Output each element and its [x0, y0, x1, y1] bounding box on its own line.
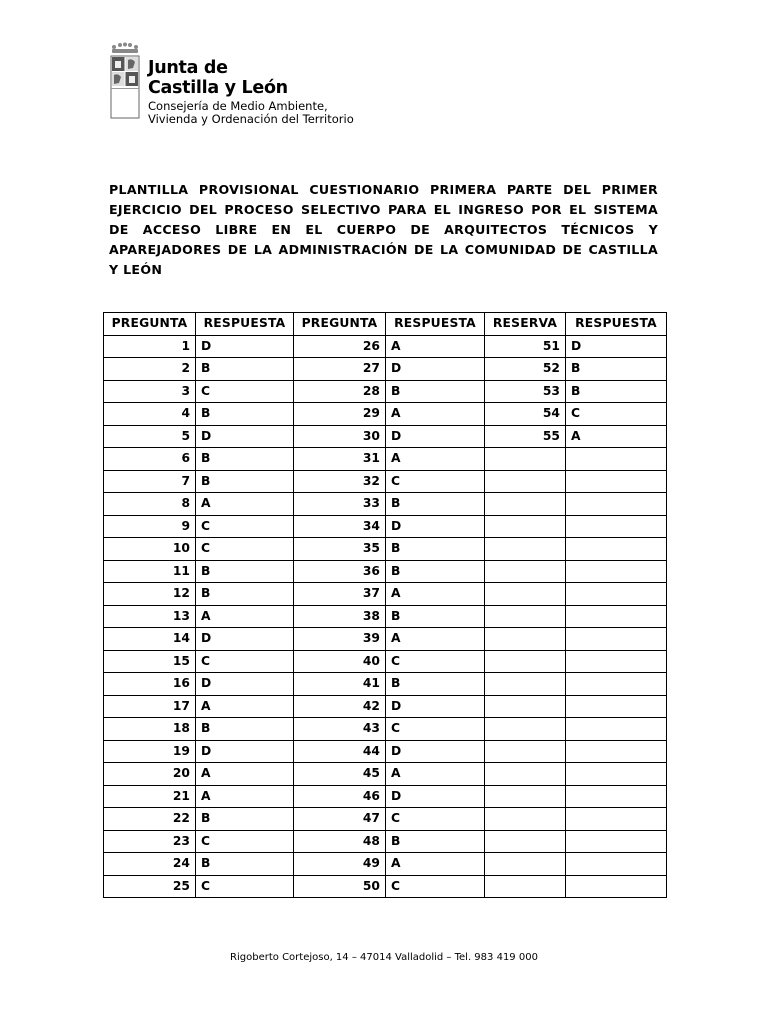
answer-cell: D [386, 515, 485, 538]
question-number-cell [485, 448, 566, 471]
question-number-cell: 18 [104, 718, 196, 741]
answer-cell: C [386, 718, 485, 741]
table-row [104, 785, 667, 808]
question-number-cell: 29 [294, 403, 386, 426]
answer-cell: B [196, 470, 294, 493]
table-row [104, 695, 667, 718]
answer-cell: A [196, 763, 294, 786]
question-number-cell: 5 [104, 425, 196, 448]
question-number-cell: 53 [485, 380, 566, 403]
table-row [104, 853, 667, 876]
answer-cell [566, 875, 667, 898]
answer-cell: C [566, 403, 667, 426]
question-number-cell [485, 875, 566, 898]
question-number-cell: 12 [104, 583, 196, 606]
answer-cell [566, 560, 667, 583]
department-line2: Vivienda y Ordenación del Territorio [148, 112, 354, 126]
answer-cell: C [196, 830, 294, 853]
answer-cell [566, 448, 667, 471]
answer-cell [566, 853, 667, 876]
answer-cell: B [386, 605, 485, 628]
question-number-cell: 16 [104, 673, 196, 696]
header-respuesta: RESPUESTA [386, 313, 485, 336]
answer-cell: C [386, 875, 485, 898]
question-number-cell: 31 [294, 448, 386, 471]
answer-cell [566, 470, 667, 493]
answer-cell: D [566, 335, 667, 358]
answer-cell: A [386, 763, 485, 786]
answer-cell [566, 785, 667, 808]
answer-cell: C [196, 538, 294, 561]
header-pregunta: PREGUNTA [104, 313, 196, 336]
answer-cell: B [566, 358, 667, 381]
answer-cell: D [196, 740, 294, 763]
answer-cell [566, 695, 667, 718]
question-number-cell: 48 [294, 830, 386, 853]
table-row [104, 628, 667, 651]
table-row [104, 470, 667, 493]
table-row [104, 403, 667, 426]
question-number-cell [485, 718, 566, 741]
header-reserva: RESERVA [485, 313, 566, 336]
answer-cell: C [196, 380, 294, 403]
answer-cell: A [196, 785, 294, 808]
question-number-cell: 13 [104, 605, 196, 628]
question-number-cell: 52 [485, 358, 566, 381]
logo-title-line2: Castilla y León [148, 78, 288, 98]
table-row [104, 605, 667, 628]
answer-cell [566, 740, 667, 763]
answer-cell: A [196, 695, 294, 718]
question-number-cell: 47 [294, 808, 386, 831]
question-number-cell [485, 808, 566, 831]
answer-cell: D [196, 673, 294, 696]
answer-cell: C [386, 650, 485, 673]
answer-cell: B [196, 358, 294, 381]
answer-cell [566, 493, 667, 516]
table-row [104, 650, 667, 673]
answer-rows [104, 335, 667, 898]
question-number-cell: 15 [104, 650, 196, 673]
question-number-cell [485, 853, 566, 876]
answer-cell [566, 605, 667, 628]
question-number-cell: 45 [294, 763, 386, 786]
question-number-cell: 26 [294, 335, 386, 358]
table-row [104, 740, 667, 763]
question-number-cell: 39 [294, 628, 386, 651]
answer-cell: D [386, 695, 485, 718]
answer-cell: A [386, 448, 485, 471]
answer-cell: D [196, 628, 294, 651]
table-row [104, 830, 667, 853]
question-number-cell: 23 [104, 830, 196, 853]
answer-cell [566, 763, 667, 786]
table-row [104, 380, 667, 403]
question-number-cell: 20 [104, 763, 196, 786]
question-number-cell: 32 [294, 470, 386, 493]
answer-cell: B [196, 560, 294, 583]
answer-cell [566, 628, 667, 651]
question-number-cell: 34 [294, 515, 386, 538]
answer-cell: B [196, 448, 294, 471]
table-row [104, 425, 667, 448]
question-number-cell: 17 [104, 695, 196, 718]
table-row [104, 448, 667, 471]
question-number-cell: 50 [294, 875, 386, 898]
answer-cell: A [386, 335, 485, 358]
answer-cell: A [386, 628, 485, 651]
question-number-cell: 27 [294, 358, 386, 381]
question-number-cell [485, 515, 566, 538]
question-number-cell: 28 [294, 380, 386, 403]
question-number-cell [485, 650, 566, 673]
question-number-cell: 46 [294, 785, 386, 808]
question-number-cell: 43 [294, 718, 386, 741]
question-number-cell [485, 493, 566, 516]
question-number-cell: 51 [485, 335, 566, 358]
logo-title-line1: Junta de [148, 58, 228, 78]
document-title: PLANTILLA PROVISIONAL CUESTIONARIO PRIMERA PARTE DEL PRIMER EJERCICIO DEL PROCESO SELECTIVO PARA EL INGRESO POR EL SISTEMA DE ACCESO LIBRE EN EL CUERPO DE ARQUITECTOS TÉCNICOS Y APAREJADORES DE LA ADMINISTRACIÓN DE LA COMUNIDAD DE CASTILLA Y LEÓN [109, 182, 658, 277]
table-row [104, 493, 667, 516]
answer-cell [566, 650, 667, 673]
question-number-cell: 36 [294, 560, 386, 583]
coat-of-arms-icon [108, 42, 142, 122]
table-row [104, 335, 667, 358]
institution-logo [108, 42, 354, 126]
table-row [104, 763, 667, 786]
question-number-cell: 19 [104, 740, 196, 763]
answer-cell: A [386, 853, 485, 876]
answer-cell: B [196, 853, 294, 876]
answer-cell: B [196, 718, 294, 741]
header-respuesta: RESPUESTA [566, 313, 667, 336]
question-number-cell [485, 673, 566, 696]
answer-cell: B [196, 583, 294, 606]
table-row [104, 808, 667, 831]
answer-cell: A [386, 583, 485, 606]
answer-cell: A [196, 605, 294, 628]
answer-cell: A [566, 425, 667, 448]
answer-cell: B [386, 380, 485, 403]
answer-cell: A [196, 493, 294, 516]
question-number-cell: 1 [104, 335, 196, 358]
question-number-cell: 25 [104, 875, 196, 898]
answer-cell: C [196, 650, 294, 673]
header-pregunta: PREGUNTA [294, 313, 386, 336]
table-header-row [104, 313, 667, 336]
question-number-cell: 38 [294, 605, 386, 628]
question-number-cell: 2 [104, 358, 196, 381]
question-number-cell [485, 740, 566, 763]
table-row [104, 718, 667, 741]
answer-cell: B [386, 830, 485, 853]
question-number-cell: 7 [104, 470, 196, 493]
table-row [104, 583, 667, 606]
answer-cell: C [196, 515, 294, 538]
question-number-cell: 21 [104, 785, 196, 808]
answer-cell [566, 830, 667, 853]
question-number-cell: 3 [104, 380, 196, 403]
question-number-cell: 49 [294, 853, 386, 876]
answer-cell: D [196, 425, 294, 448]
question-number-cell [485, 538, 566, 561]
answer-cell [566, 515, 667, 538]
question-number-cell: 6 [104, 448, 196, 471]
department-line1: Consejería de Medio Ambiente, [148, 100, 328, 113]
answer-cell: D [386, 785, 485, 808]
question-number-cell [485, 628, 566, 651]
answer-cell: A [386, 403, 485, 426]
question-number-cell: 44 [294, 740, 386, 763]
question-number-cell: 33 [294, 493, 386, 516]
table-row [104, 358, 667, 381]
answer-cell: C [386, 808, 485, 831]
question-number-cell: 22 [104, 808, 196, 831]
question-number-cell [485, 470, 566, 493]
answer-key-table [103, 312, 667, 898]
answer-cell: B [196, 808, 294, 831]
header-respuesta: RESPUESTA [196, 313, 294, 336]
question-number-cell: 9 [104, 515, 196, 538]
answer-cell: B [386, 493, 485, 516]
answer-cell [566, 583, 667, 606]
answer-cell [566, 718, 667, 741]
question-number-cell [485, 605, 566, 628]
question-number-cell: 11 [104, 560, 196, 583]
table-row [104, 673, 667, 696]
question-number-cell: 37 [294, 583, 386, 606]
answer-cell: B [566, 380, 667, 403]
answer-cell: B [386, 560, 485, 583]
table-row [104, 875, 667, 898]
question-number-cell: 30 [294, 425, 386, 448]
table-row [104, 538, 667, 561]
question-number-cell: 35 [294, 538, 386, 561]
answer-cell: D [196, 335, 294, 358]
question-number-cell [485, 560, 566, 583]
question-number-cell: 4 [104, 403, 196, 426]
question-number-cell: 8 [104, 493, 196, 516]
answer-cell: C [386, 470, 485, 493]
question-number-cell: 54 [485, 403, 566, 426]
answer-cell: B [386, 673, 485, 696]
answer-cell: D [386, 358, 485, 381]
question-number-cell: 10 [104, 538, 196, 561]
answer-cell: B [196, 403, 294, 426]
question-number-cell: 55 [485, 425, 566, 448]
question-number-cell: 42 [294, 695, 386, 718]
answer-cell [566, 673, 667, 696]
answer-cell: D [386, 740, 485, 763]
question-number-cell [485, 830, 566, 853]
question-number-cell [485, 763, 566, 786]
answer-cell [566, 808, 667, 831]
table-row [104, 515, 667, 538]
department-name [148, 100, 388, 126]
table-row [104, 560, 667, 583]
question-number-cell [485, 695, 566, 718]
question-number-cell [485, 785, 566, 808]
question-number-cell: 41 [294, 673, 386, 696]
answer-cell [566, 538, 667, 561]
logo-title [148, 58, 288, 98]
footer-address: Rigoberto Cortejoso, 14 – 47014 Valladolid – Tel. 983 419 000 [230, 952, 538, 963]
question-number-cell: 24 [104, 853, 196, 876]
answer-cell: D [386, 425, 485, 448]
answer-cell: B [386, 538, 485, 561]
question-number-cell [485, 583, 566, 606]
question-number-cell: 40 [294, 650, 386, 673]
answer-cell: C [196, 875, 294, 898]
question-number-cell: 14 [104, 628, 196, 651]
